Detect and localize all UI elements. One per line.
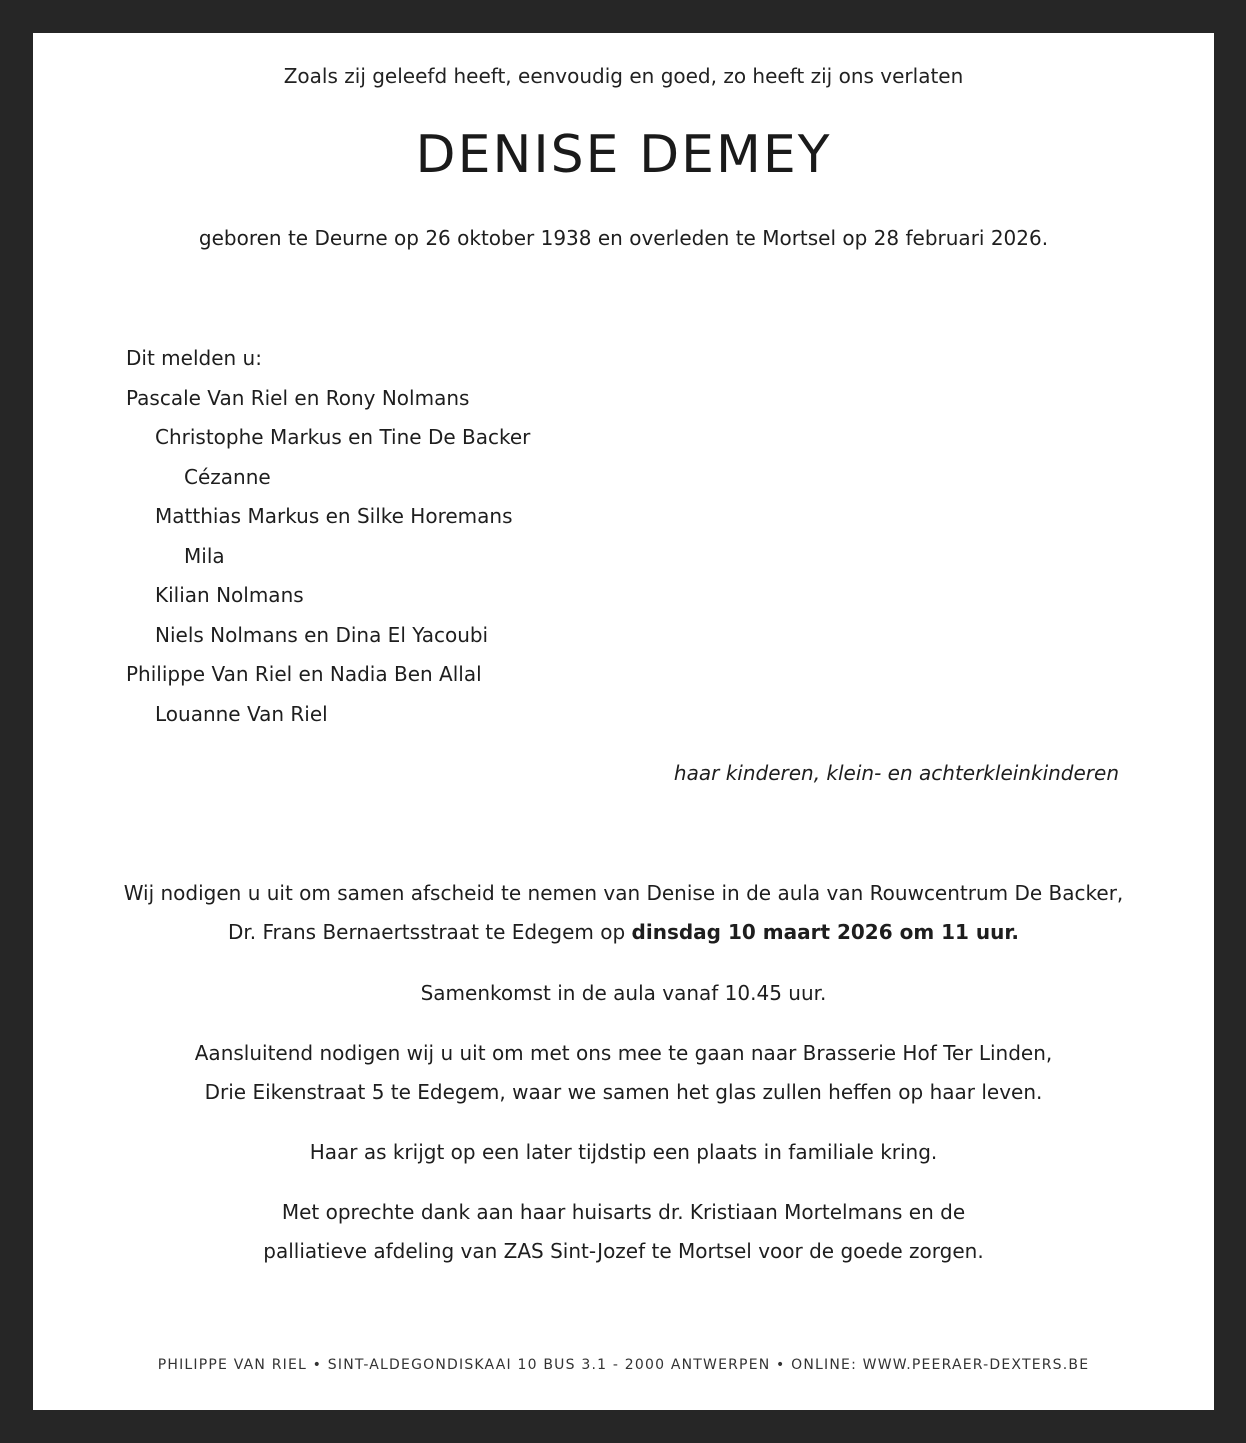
family-signature: haar kinderen, klein- en achterkleinkinderen — [673, 761, 1119, 785]
reception-line-2: Drie Eikenstraat 5 te Edegem, waar we samen het glas zullen heffen op haar leven. — [204, 1080, 1043, 1104]
farewell-line-1: Wij nodigen u uit om samen afscheid te nemen van Denise in de aula van Rouwcentrum De Backer, — [123, 881, 1124, 905]
family-member: Niels Nolmans en Dina El Yacoubi — [155, 622, 489, 647]
farewell-line-2 — [33, 919, 1214, 945]
family-member: Louanne Van Riel — [155, 701, 328, 726]
family-member: Mila — [184, 543, 225, 568]
farewell-location: Dr. Frans Bernaertsstraat te Edegem op — [227, 920, 632, 944]
family-heading: Dit melden u: — [126, 346, 262, 370]
family-member: Christophe Markus en Tine De Backer — [155, 425, 531, 449]
gathering-text: Samenkomst in de aula vanaf 10.45 uur. — [420, 981, 827, 1005]
farewell-date-time: dinsdag 10 maart 2026 om 11 uur. — [631, 920, 1020, 944]
funeral-home-footer: PHILIPPE VAN RIEL • SINT-ALDEGONDISKAAI 10 BUS 3.1 - 2000 ANTWERPEN • ONLINE: WWW.PEERAER-DEXTERS.BE — [157, 1357, 1090, 1373]
deceased-name: DENISE DEMEY — [415, 125, 832, 185]
ashes-text: Haar as krijgt op een later tijdstip een plaats in familiale kring. — [309, 1140, 938, 1164]
thanks-line-2: palliatieve afdeling van ZAS Sint-Jozef te Mortsel voor de goede zorgen. — [263, 1239, 984, 1263]
thanks-line-1: Met oprechte dank aan haar huisarts dr. Kristiaan Mortelmans en de — [281, 1200, 966, 1224]
family-member: Cézanne — [184, 464, 271, 489]
death-notice-card — [33, 33, 1214, 1410]
reception-line-1: Aansluitend nodigen wij u uit om met ons mee te gaan naar Brasserie Hof Ter Linden, — [194, 1041, 1053, 1065]
birth-death-dates: geboren te Deurne op 26 oktober 1938 en overleden te Mortsel op 28 februari 2026. — [198, 226, 1049, 250]
family-member: Pascale Van Riel en Rony Nolmans — [126, 385, 470, 410]
family-member: Matthias Markus en Silke Horemans — [155, 504, 513, 528]
family-member: Philippe Van Riel en Nadia Ben Allal — [126, 662, 482, 686]
intro-quote: Zoals zij geleefd heeft, eenvoudig en goed, zo heeft zij ons verlaten — [283, 64, 964, 88]
family-member: Kilian Nolmans — [155, 583, 304, 607]
family-list — [126, 345, 530, 740]
